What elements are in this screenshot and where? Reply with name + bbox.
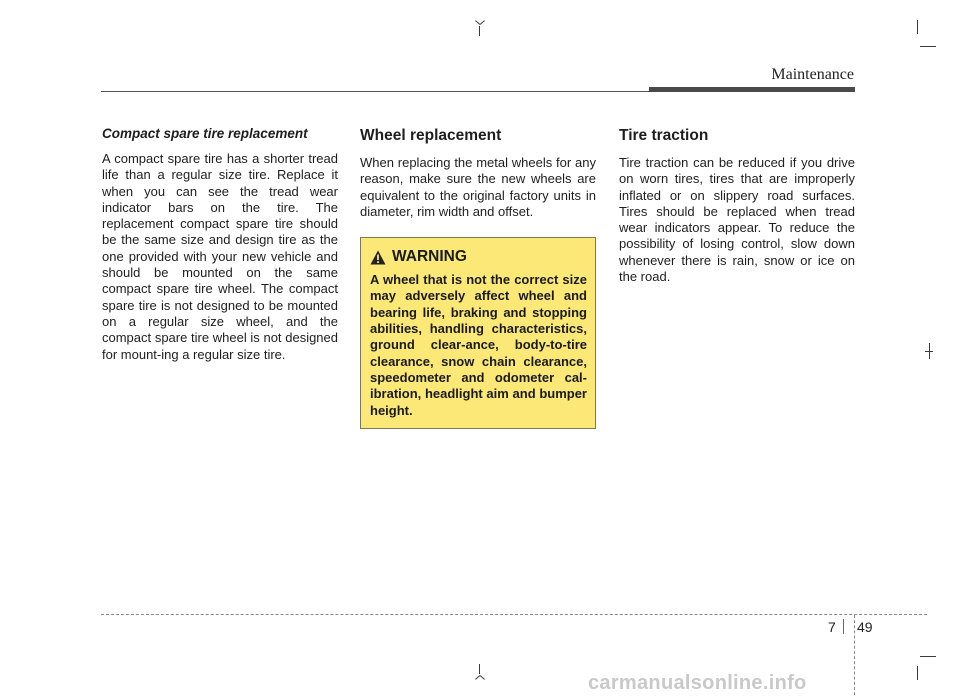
page-number: 49 [857, 619, 873, 635]
crop-mark-bottom-right-horizontal [920, 656, 936, 657]
section-title: Maintenance [771, 66, 854, 83]
warning-triangle-icon [370, 250, 386, 265]
header-bar [649, 87, 855, 92]
crop-mark-right-center-arm [925, 351, 933, 352]
footer-rule [101, 614, 927, 615]
crop-mark-top-right-vertical [917, 20, 918, 34]
warning-header [370, 248, 587, 266]
page-number-divider [843, 619, 844, 634]
warning-text: A wheel that is not the correct size may adversely affect wheel and bearing life, braking and stopping abilities, handling characteristics, ground clear-ance, body-to-tire clearance, snow chain clearance, speedometer and odometer cal-ibration, headlight aim and bumper height. [370, 272, 587, 418]
compact-spare-body: A compact spare tire has a shorter tread life than a regular size tire. Replace it when you can see the tread wear indicator bars on the tire. The replacement compact spare tire should be the same size and design tire as the one provided with your new vehicle and should be mounted on the same compact spare tire wheel. The compact spare tire is not designed to be mounted on a regular size wheel, and the compact spare tire wheel is not designed for mount-ing a regular size tire. [102, 151, 338, 362]
warning-box [360, 237, 596, 429]
compact-spare-subheading: Compact spare tire replacement [102, 126, 308, 141]
crop-mark-bottom-center [479, 664, 480, 674]
tire-traction-heading: Tire traction [619, 127, 709, 144]
warning-title: WARNING [392, 248, 467, 266]
crop-mark-bottom-center-right [480, 675, 485, 680]
column-compact-spare [102, 124, 338, 363]
footer-vertical-rule [854, 615, 855, 695]
wheel-replacement-heading: Wheel replacement [360, 127, 502, 144]
crop-mark-top-right-horizontal [920, 46, 936, 47]
column-wheel-replacement [360, 124, 596, 429]
page-chapter-number: 7 [828, 619, 836, 635]
crop-mark-bottom-right-vertical [917, 666, 918, 680]
wheel-replacement-body: When replacing the metal wheels for any reason, make sure the new wheels are equivalent to the original factory units in diameter, rim width and offset. [360, 155, 596, 219]
crop-mark-top-center-right [480, 20, 485, 25]
watermark: carmanualsonline.info [588, 672, 807, 694]
column-tire-traction [619, 124, 855, 285]
header-rule [101, 91, 649, 92]
tire-traction-body: Tire traction can be reduced if you drive on worn tires, tires that are improperly inflated or on slippery road surfaces. Tires should be replaced when tread wear indicators appear. To reduce the possibility of losing control, slow down whenever there is rain, snow or ice on the road. [619, 155, 855, 285]
crop-mark-top-center [479, 26, 480, 36]
